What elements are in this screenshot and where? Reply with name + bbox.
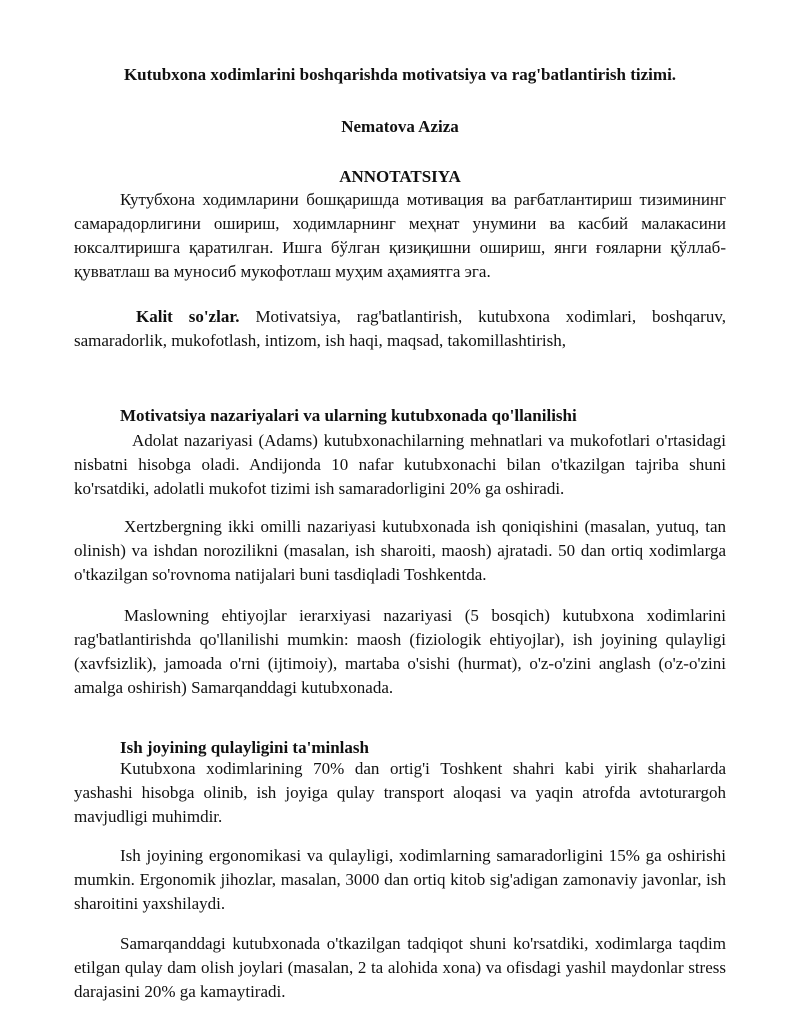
- annotation-heading: ANNOTATSIYA: [339, 167, 461, 186]
- section1-paragraph-2: Xertzbergning ikki omilli nazariyasi kutubxonada ish qoniqishini (masalan, yutuq, tan olinish) va ishdan norozilikni (masalan, ish sharoiti, maosh) ajratadi. 50 dan ortiq xodimlarga o'tkazilgan so'rovnoma natijalari buni tasdiqladi Toshkentda.: [74, 517, 726, 584]
- keywords-text: Motivatsiya, rag'batlantirish, kutubxona xodimlari, boshqaruv, samaradorlik, mukofotlash, intizom, ish haqi, maqsad, takomillashtirish,: [74, 307, 726, 350]
- section2-paragraph-3: Samarqanddagi kutubxonada o'tkazilgan tadqiqot shuni ko'rsatdiki, xodimlarga taqdim etilgan qulay dam olish joylari (masalan, 2 ta alohida xona) va ofisdagi yashil maydonlar stress darajasini 20% ga kamaytiradi.: [74, 934, 726, 1001]
- author-name: Nematova Aziza: [341, 117, 459, 136]
- annotation-paragraph: Кутубхона ходимларини бошқаришда мотивация ва рағбатлантириш тизимининг самарадорлигини ошириш, ходимларнинг меҳнат унумини ва касбий малакасини юксалтиришга қаратилган. Ишга бўлган қизиқишни ошириш, янги ғояларни қўллаб-қувватлаш ва муносиб мукофотлаш муҳим аҳамиятга эга.: [74, 190, 726, 281]
- keywords-label: Kalit so'zlar.: [136, 307, 240, 326]
- section1-paragraph-3: Maslowning ehtiyojlar ierarxiyasi nazariyasi (5 bosqich) kutubxona xodimlarini rag'batlantirishda qo'llanilishi mumkin: maosh (fiziologik ehtiyojlar), ish joyining qulayligi (xavfsizlik), jamoada o'rni (ijtimoiy), martaba o'sishi (hurmat), o'z-o'zini anglash (o'z-o'zini amalga oshirish) Samarqanddagi kutubxonada.: [74, 606, 726, 697]
- document-title: Kutubxona xodimlarini boshqarishda motivatsiya va rag'batlantirish tizimi.: [123, 65, 677, 84]
- section1-paragraph-1: Adolat nazariyasi (Adams) kutubxonachilarning mehnatlari va mukofotlari o'rtasidagi nisbatni hisobga oladi. Andijonda 10 nafar kutubxonachi bilan o'tkazilgan tajriba shuni ko'rsatdiki, adolatli mukofot tizimi ish samaradorligini 20% ga oshiradi.: [74, 431, 726, 498]
- keywords-paragraph: [74, 305, 726, 353]
- section2-heading: Ish joyining qulayligini ta'minlash: [120, 738, 369, 757]
- section2-paragraph-2: Ish joyining ergonomikasi va qulayligi, xodimlarning samaradorligini 15% ga oshirishi mumkin. Ergonomik jihozlar, masalan, 3000 dan ortiq kitob sig'adigan zamonaviy javonlar, ish sharoitini yaxshilaydi.: [74, 846, 726, 913]
- section1-heading: Motivatsiya nazariyalari va ularning kutubxonada qo'llanilishi: [120, 406, 577, 425]
- section2-paragraph-1: Kutubxona xodimlarining 70% dan ortig'i Toshkent shahri kabi yirik shaharlarda yashashi hisobga olinib, ish joyiga qulay transport aloqasi va yaqin atrofda avtoturargoh mavjudligi muhimdir.: [74, 759, 726, 826]
